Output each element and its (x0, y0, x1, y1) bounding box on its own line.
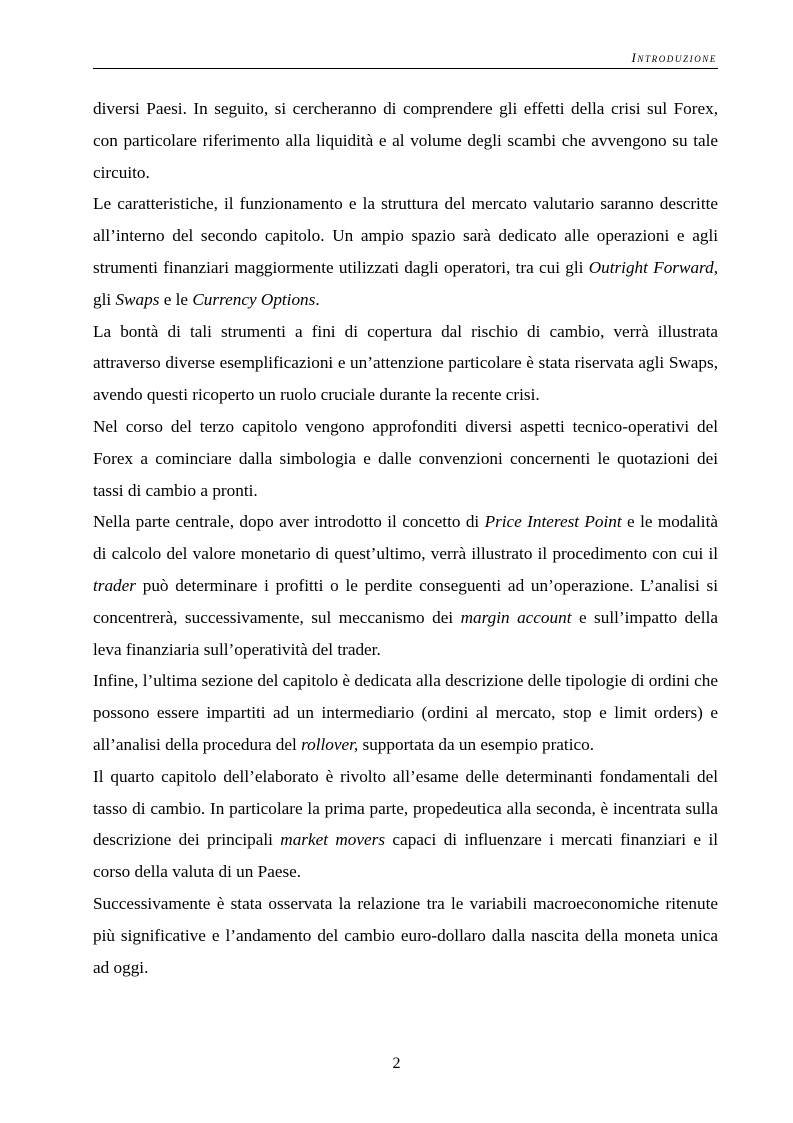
text-run: e le modalità di calcolo del valore monetario di quest’ultimo, verrà illustrato il procedimento con cui il (93, 512, 718, 564)
paragraph-p5 (93, 506, 718, 665)
text-run: supportata da un esempio pratico. (358, 734, 594, 754)
paragraph-p2 (93, 188, 718, 315)
header-rule (93, 68, 718, 69)
text-run: capaci di influenzare i mercati finanziari e il corso della valuta di un Paese. (93, 830, 718, 882)
running-header: Introduzione (631, 50, 717, 65)
text-run: , gli (93, 257, 718, 309)
body-text (93, 93, 718, 983)
paragraph-p6 (93, 665, 718, 760)
text-run: . (315, 289, 320, 309)
italic-term: market movers (280, 830, 386, 850)
text-run: La bontà di tali strumenti a fini di copertura dal rischio di cambio, verrà illustrata attraverso diverse esemplificazioni e un’attenzione particolare è stata riservata agli Swaps, avendo questi ricoperto un ruolo cruciale durante la recente crisi. (93, 321, 718, 405)
italic-term: Currency Options (192, 289, 316, 309)
text-run: e le (159, 289, 193, 309)
text-run: Nella parte centrale, dopo aver introdotto il concetto di (93, 512, 485, 532)
italic-term: margin account (460, 607, 572, 627)
paragraph-p1 (93, 93, 718, 188)
page-number: 2 (392, 1055, 401, 1072)
italic-term: Price Interest Point (484, 512, 622, 532)
italic-term: Swaps (115, 289, 160, 309)
paragraph-p7 (93, 761, 718, 888)
italic-term: Outright Forward (588, 257, 714, 277)
italic-term: trader (93, 575, 136, 595)
text-run: Il quarto capitolo dell’elaborato è rivolto all’esame delle determinanti fondamentali del tasso di cambio. In particolare la prima parte, propedeutica alla seconda, è incentrata sulla descrizione dei principali (93, 766, 718, 850)
paragraph-p4 (93, 411, 718, 506)
paragraph-p8 (93, 888, 718, 983)
text-run: e sull’impatto della leva finanziaria sull’operatività del trader. (93, 607, 718, 659)
text-run: può determinare i profitti o le perdite conseguenti ad un’operazione. L’analisi si concentrerà, successivamente, sul meccanismo dei (93, 575, 718, 627)
text-run: Le caratteristiche, il funzionamento e la struttura del mercato valutario saranno descritte all’interno del secondo capitolo. Un ampio spazio sarà dedicato alle operazioni e agli strumenti finanziari maggiormente utilizzati dagli operatori, tra cui gli (93, 194, 718, 277)
text-run: Successivamente è stata osservata la relazione tra le variabili macroeconomiche ritenute più significative e l’andamento del cambio euro-dollaro dalla nascita della moneta unica ad oggi. (93, 893, 718, 977)
paragraph-p3 (93, 316, 718, 411)
italic-term: rollover, (301, 734, 359, 754)
text-run: Infine, l’ultima sezione del capitolo è dedicata alla descrizione delle tipologie di ordini che possono essere impartiti ad un intermediario (ordini al mercato, stop e limit orders) e all’analisi della procedura del (93, 671, 718, 754)
text-run: Nel corso del terzo capitolo vengono approfonditi diversi aspetti tecnico-operativi del Forex a cominciare dalla simbologia e dalle convenzioni concernenti le quotazioni dei tassi di cambio a pronti. (93, 416, 718, 500)
text-run: diversi Paesi. In seguito, si cercheranno di comprendere gli effetti della crisi sul Forex, con particolare riferimento alla liquidità e al volume degli scambi che avvengono su tale circuito. (93, 99, 718, 182)
